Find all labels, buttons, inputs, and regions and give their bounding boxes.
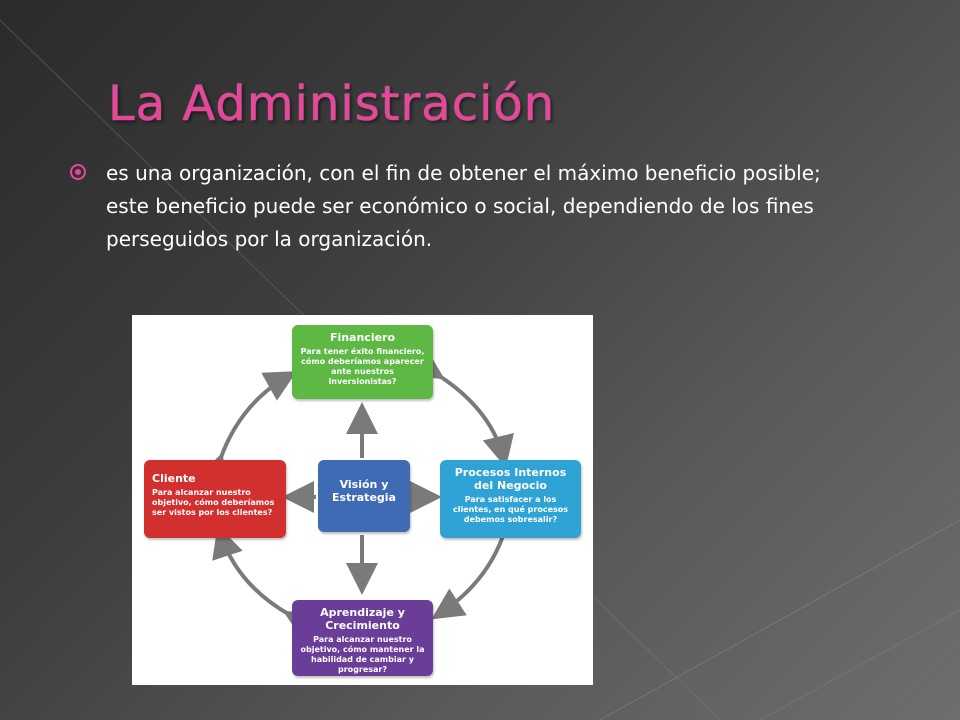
procesos-box (440, 460, 581, 538)
financiero-title: Financiero (329, 331, 396, 344)
cliente-body: Para alcanzar nuestro objetivo, cómo deberíamos ser vistos por los clientes? (152, 488, 275, 517)
financiero-box (292, 325, 433, 399)
arc-aprendizaje-cliente (220, 533, 290, 615)
slide-title: La Administración (108, 76, 556, 132)
procesos-title: Procesos Internos del Negocio (454, 466, 567, 492)
arc-cliente-financiero (220, 375, 290, 460)
bullet-text: es una organización, con el fin de obtener el máximo beneficio posible; este beneficio puede ser económico o social, dependiendo de los fines perseguidos por la organización. (106, 161, 821, 251)
aprendizaje-title: Aprendizaje y Crecimiento (320, 606, 405, 632)
aprendizaje-box (292, 600, 433, 676)
procesos-body: Para satisfacer a los clientes, en qué procesos debemos sobresalir? (452, 495, 569, 524)
scorecard-diagram (132, 315, 593, 685)
bullet-icon (70, 164, 86, 180)
financiero-body: Para tener éxito financiero, cómo deberíamos aparecer ante nuestros inversionistas? (300, 347, 425, 386)
center-title: Visión y Estrategia (332, 478, 396, 504)
cliente-box (144, 460, 286, 538)
arc-financiero-procesos (438, 375, 504, 460)
arc-procesos-aprendizaje (438, 533, 504, 615)
cliente-title: Cliente (152, 472, 196, 485)
aprendizaje-body: Para alcanzar nuestro objetivo, cómo mantener la habilidad de cambiar y progresar? (300, 635, 425, 674)
center-box (318, 460, 410, 532)
